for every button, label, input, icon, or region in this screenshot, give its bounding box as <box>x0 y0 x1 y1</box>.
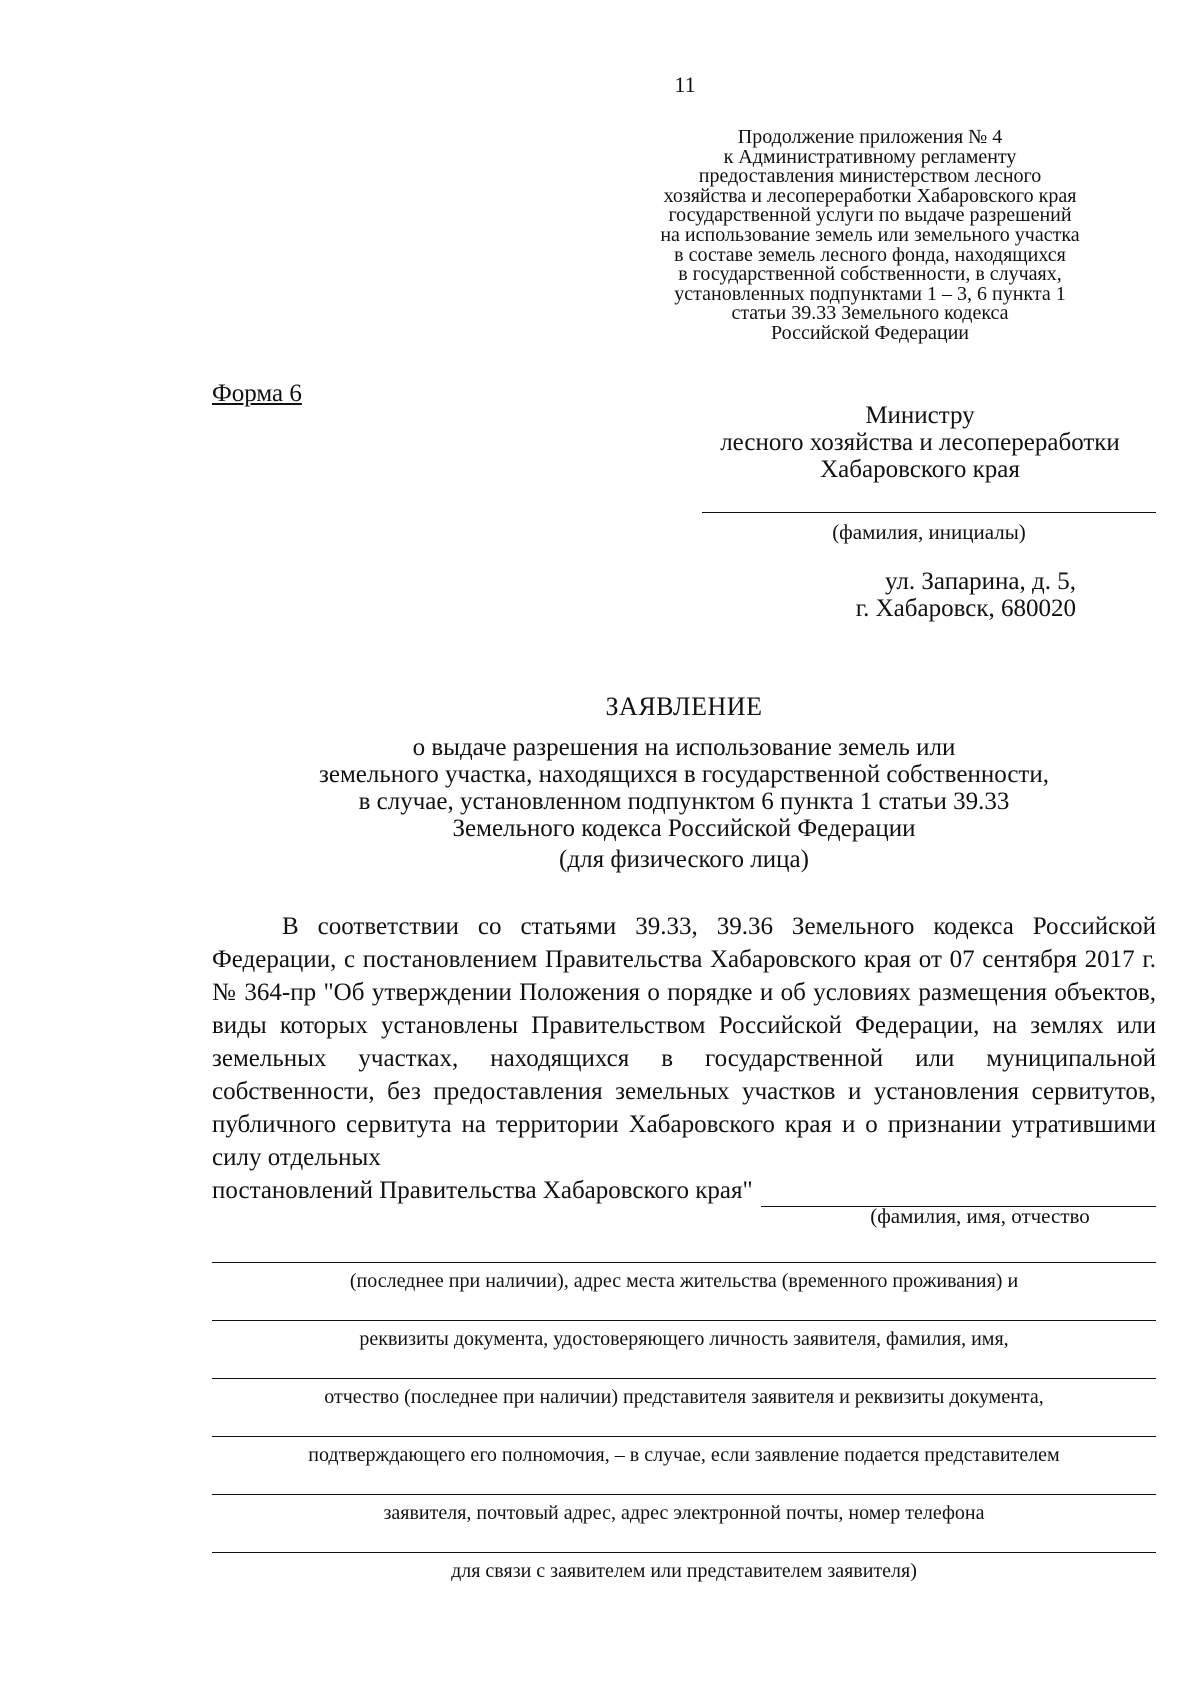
addressee-line: Министру <box>865 402 975 429</box>
addressee-line: Хабаровского края <box>820 456 1020 483</box>
body-last-line-text: постановлений Правительства Хабаровского края" <box>212 1177 753 1204</box>
appendix-line: к Административному регламенту <box>723 145 1017 168</box>
appendix-line: на использование земель или земельного участка <box>660 223 1080 246</box>
appendix-line: статьи 39.33 Земельного кодекса <box>731 302 1009 325</box>
page-number: 11 <box>674 72 696 97</box>
subtitle-line: в случае, установленном подпунктом 6 пункта 1 статьи 39.33 <box>358 788 1010 815</box>
address-line: г. Хабаровск, 680020 <box>855 595 1076 622</box>
fill-caption: (фамилия, имя, отчество <box>870 1204 1090 1228</box>
subtitle-line: (для физического лица) <box>559 846 809 873</box>
body-last-line <box>212 1174 1156 1207</box>
fill-in-line <box>212 1378 1156 1379</box>
document-subtitle <box>230 734 1138 873</box>
document-title: ЗАЯВЛЕНИЕ <box>605 692 763 721</box>
subtitle-line: земельного участка, находящихся в государственной собственности, <box>319 761 1049 788</box>
fill-caption: отчество (последнее при наличии) представителя заявителя и реквизиты документа, <box>324 1386 1044 1408</box>
subtitle-line: Земельного кодекса Российской Федерации <box>452 815 916 842</box>
addressee-block <box>660 402 1180 483</box>
fill-in-line <box>212 1262 1156 1263</box>
appendix-line: хозяйства и лесопереработки Хабаровского края <box>663 184 1077 207</box>
fill-in-line <box>212 1494 1156 1495</box>
appendix-line: государственной услуги по выдаче разрешений <box>668 204 1072 227</box>
form-label: Форма 6 <box>212 380 302 407</box>
addressee-address <box>720 568 1140 622</box>
signature-caption: (фамилия, инициалы) <box>832 520 1026 544</box>
body-text <box>212 910 1156 1207</box>
address-line: ул. Запарина, д. 5, <box>885 568 1076 595</box>
fill-in-line <box>212 1436 1156 1437</box>
appendix-line: в составе земель лесного фонда, находящихся <box>674 243 1066 266</box>
signature-line <box>702 512 1156 513</box>
fill-caption: подтверждающего его полномочия, – в случае, если заявление подается представителем <box>308 1444 1060 1466</box>
appendix-line: в государственной собственности, в случаях, <box>678 263 1062 286</box>
appendix-line: Российской Федерации <box>770 321 970 344</box>
fill-caption: (последнее при наличии), адрес места жительства (временного проживания) и <box>349 1270 1019 1292</box>
appendix-line: Продолжение приложения № 4 <box>737 126 1003 148</box>
fill-caption: заявителя, почтовый адрес, адрес электронной почты, номер телефона <box>383 1502 985 1524</box>
fill-in-line <box>212 1320 1156 1321</box>
fill-caption: реквизиты документа, удостоверяющего личность заявителя, фамилия, имя, <box>359 1328 1009 1350</box>
fill-caption: для связи с заявителем или представителем заявителя) <box>451 1560 917 1582</box>
appendix-line: предоставления министерством лесного <box>698 165 1042 188</box>
addressee-line: лесного хозяйства и лесопереработки <box>720 429 1120 456</box>
fill-in-line <box>212 1552 1156 1553</box>
subtitle-line: о выдаче разрешения на использование земель или <box>412 734 956 761</box>
appendix-line: установленных подпунктами 1 – 3, 6 пункта 1 <box>674 282 1066 305</box>
body-paragraph: В соответствии со статьями 39.33, 39.36 Земельного кодекса Российской Федерации, с постановлением Правительства Хабаровского края от 07 сентября 2017 г. № 364-пр "Об утверждении Положения о порядке и об условиях размещения объектов, виды которых установлены Правительством Российской Федерации, на землях или земельных участках, находящихся в государственной или муниципальной собственности, без предоставления земельных участков и установления сервитутов, публичного сервитута на территории Хабаровского края и о признании утратившими силу отдельных <box>212 913 1156 1171</box>
appendix-header <box>620 128 1120 344</box>
